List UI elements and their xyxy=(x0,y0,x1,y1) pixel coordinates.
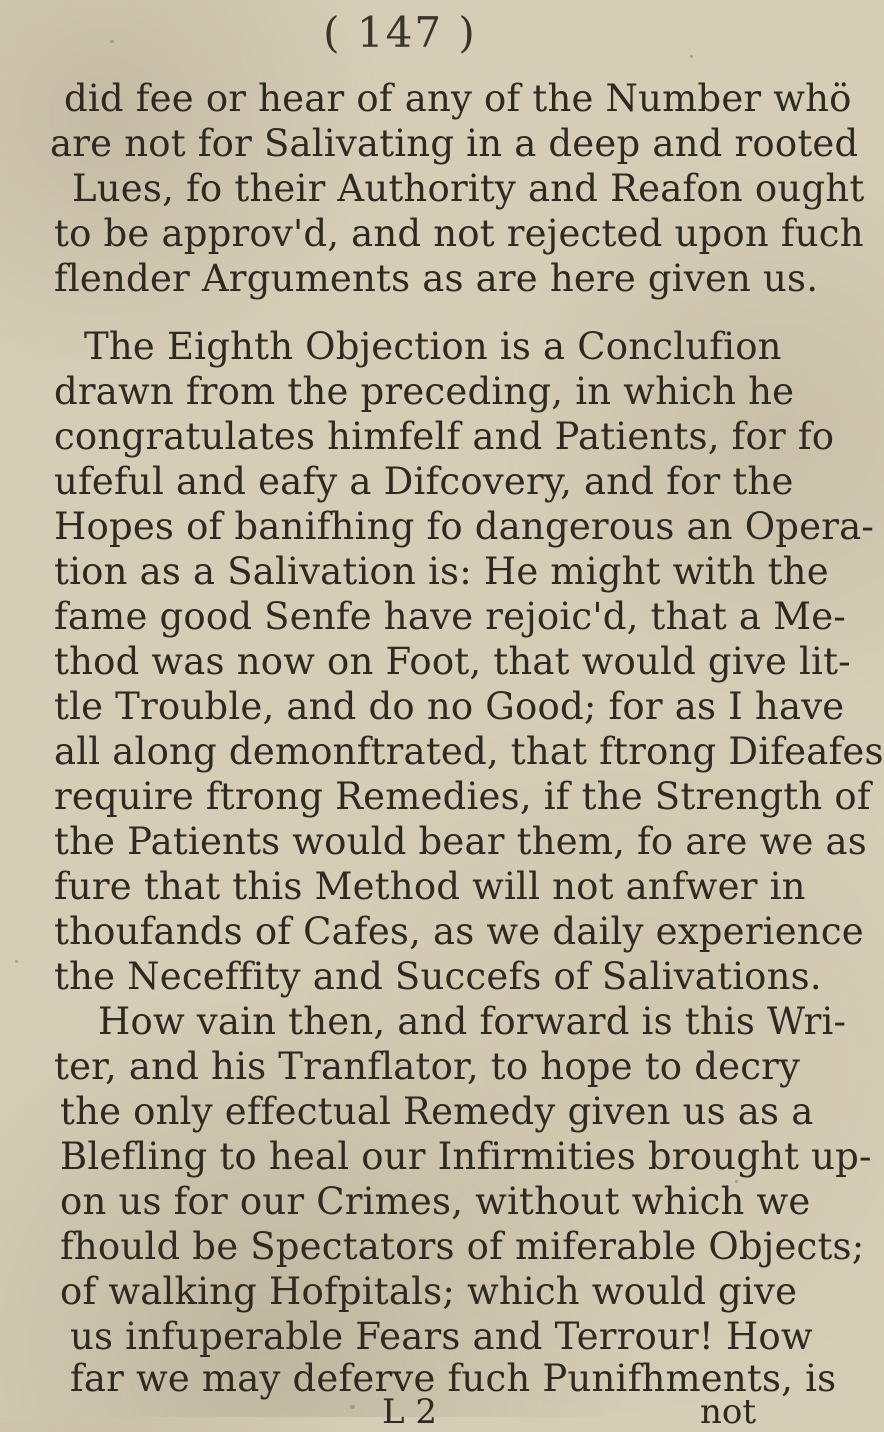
paper-speck xyxy=(690,55,693,58)
text-line: ter, and his Tranflator, to hope to decry xyxy=(54,1045,801,1088)
text-line: to be approv'd, and not rejected upon fuch xyxy=(54,212,864,255)
text-line: on us for our Crimes, without which we xyxy=(60,1180,811,1223)
text-line: of walking Hofpitals; which would give xyxy=(60,1270,798,1313)
text-line: ufeful and eafy a Difcovery, and for the xyxy=(54,460,794,503)
paper-speck xyxy=(350,1405,355,1409)
text-line: fame good Senfe have rejoic'd, that a Me- xyxy=(54,595,847,638)
text-line: flender Arguments as are here given us. xyxy=(54,257,819,300)
text-line: The Eighth Objection is a Conclufion xyxy=(84,325,782,368)
text-line: fure that this Method will not anfwer in xyxy=(54,865,806,908)
text-line: the Patients would bear them, fo are we as xyxy=(54,820,867,863)
catchword: not xyxy=(700,1392,757,1432)
text-line: the Neceffity and Succefs of Salivations. xyxy=(54,955,822,998)
paper-speck xyxy=(780,520,784,524)
paper-speck xyxy=(15,960,18,963)
text-line: tion as a Salivation is: He might with the xyxy=(54,550,829,593)
paper-speck xyxy=(735,1180,738,1183)
signature-mark: L 2 xyxy=(382,1392,438,1432)
text-line: thoufands of Cafes, as we daily experience xyxy=(54,910,864,953)
text-line: Lues, fo their Authority and Reafon ought xyxy=(72,167,865,210)
page-number: ( 147 ) xyxy=(323,8,477,57)
text-line: are not for Salivating in a deep and rooted xyxy=(50,122,859,165)
text-line: require ftrong Remedies, if the Strength of xyxy=(54,775,871,818)
text-line: the only effectual Remedy given us as a xyxy=(60,1090,814,1133)
text-line: all along demonftrated, that ftrong Difeafes xyxy=(54,730,884,773)
text-line: Blefling to heal our Infirmities brought up- xyxy=(60,1135,872,1178)
text-line: did fee or hear of any of the Number whö xyxy=(64,77,852,120)
text-line: thod was now on Foot, that would give lit- xyxy=(54,640,851,683)
text-line: tle Trouble, and do no Good; for as I have xyxy=(54,685,845,728)
text-line: congratulates himfelf and Patients, for fo xyxy=(54,415,835,458)
text-line: us infuperable Fears and Terrour! How xyxy=(70,1315,813,1358)
text-line: far we may deferve fuch Punifhments, is xyxy=(70,1357,837,1400)
text-line: drawn from the preceding, in which he xyxy=(54,370,795,413)
text-line: fhould be Spectators of miferable Objects; xyxy=(60,1225,865,1268)
text-line: Hopes of banifhing fo dangerous an Opera- xyxy=(54,505,875,548)
text-line: How vain then, and forward is this Wri- xyxy=(98,1000,847,1043)
paper-speck xyxy=(110,40,114,43)
